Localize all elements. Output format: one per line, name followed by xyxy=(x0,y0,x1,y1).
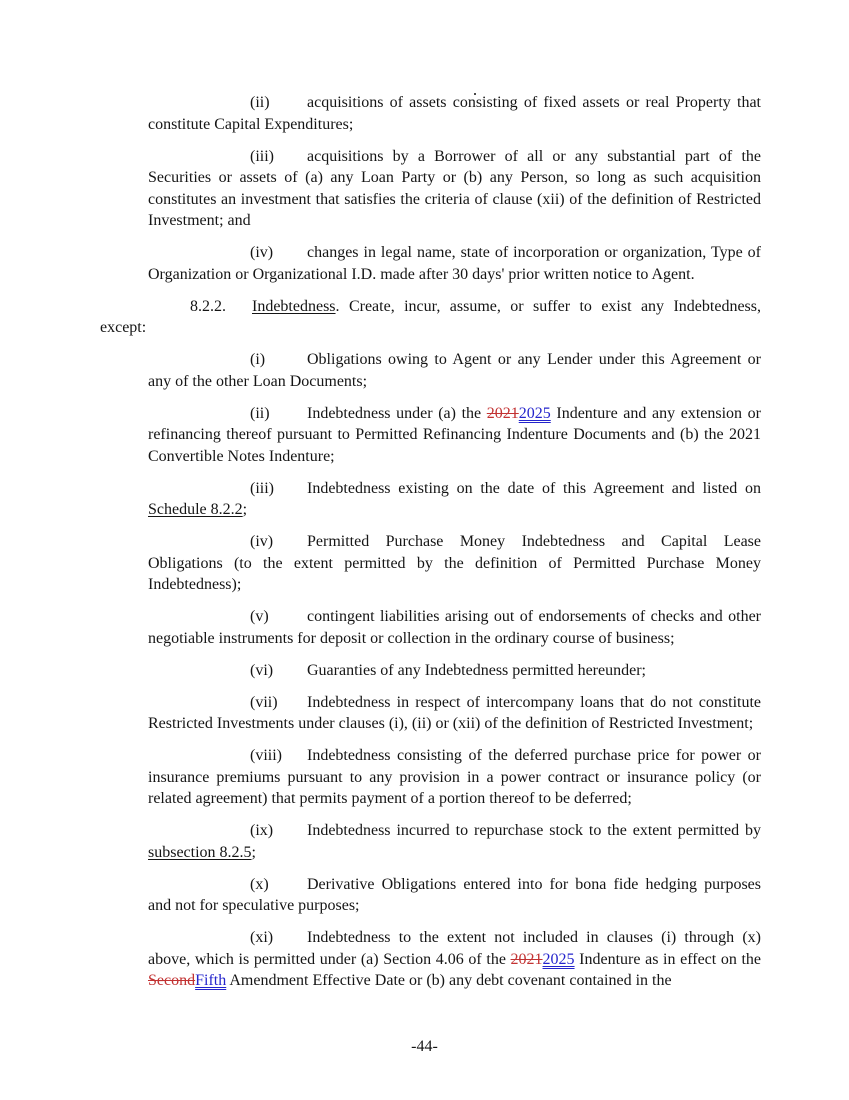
paragraph-label: (ix) xyxy=(250,822,274,839)
paragraph-item-iv xyxy=(148,242,761,285)
text-run: Indenture and any extension or refinancing thereof pursuant to Permitted Refinancing Indenture Documents and (b) the 2021 Convertible Notes Indenture; xyxy=(148,404,762,465)
underlined-text: subsection 8.2.5 xyxy=(148,843,252,861)
text-run: Indebtedness under (a) the xyxy=(307,404,487,422)
paragraph-item-iii xyxy=(148,146,761,232)
text-run: Indebtedness in respect of intercompany loans that do not constitute Restricted Investments under clauses (i), (ii) or (xii) of the definition of Restricted Investment; xyxy=(148,693,761,732)
paragraph-label: (iii) xyxy=(250,147,274,165)
text-run: ; xyxy=(242,501,248,518)
text-run: Guaranties of any Indebtedness permitted hereunder; xyxy=(307,661,646,679)
paragraph-item-viii xyxy=(148,745,761,810)
paragraph-label: (iv) xyxy=(250,533,274,550)
inserted-text: 2025 xyxy=(542,950,575,968)
text-run: . Create, incur, assume, or suffer to exist any Indebtedness, except: xyxy=(100,297,761,336)
text-run: acquisitions of assets consisting of fixed assets or real Property that constitute Capital Expenditures; xyxy=(148,94,761,133)
text-run: Obligations owing to Agent or any Lender under this Agreement or any of the other Loan Documents; xyxy=(148,351,761,390)
paragraph-label: (ii) xyxy=(250,94,270,111)
paragraph-label: (iii) xyxy=(250,479,274,497)
deleted-text: Second xyxy=(148,972,196,989)
text-run: acquisitions by a Borrower of all or any substantial part of the Securities or assets of (a) any Loan Party or (b) any Person, so long as such acquisition constitutes an investment that satisfies the criteria of clause (xii) of the definition of Restricted Investment; and xyxy=(148,147,761,229)
paragraph-item-ix xyxy=(148,820,761,863)
paragraph-label: (viii) xyxy=(250,747,282,764)
inserted-text: 2025 xyxy=(518,404,551,422)
text-run: Permitted Purchase Money Indebtedness and Capital Lease Obligations (to the extent permitted by the definition of Permitted Purchase Money Indebtedness); xyxy=(148,533,761,593)
paragraph-label: (i) xyxy=(250,351,266,368)
paragraph-section-822 xyxy=(100,296,761,339)
text-run: ; xyxy=(251,843,256,861)
paragraph-item-vi xyxy=(148,660,761,682)
paragraph-label: (vi) xyxy=(250,661,274,679)
page-number: -44- xyxy=(411,1038,438,1055)
paragraph-label: (vii) xyxy=(250,693,278,711)
paragraph-item-x xyxy=(148,874,761,917)
paragraph-label: 8.2.2. xyxy=(190,297,226,315)
paragraph-label: (v) xyxy=(250,608,269,625)
text-run: Indebtedness existing on the date of this Agreement and listed on xyxy=(307,479,761,497)
deleted-text: 2021 xyxy=(486,404,519,422)
paragraph-item-v xyxy=(148,606,761,649)
paragraph-item-ii xyxy=(148,92,761,135)
text-run: Amendment Effective Date or (b) any debt covenant contained in the xyxy=(226,972,672,989)
underlined-text: Schedule 8.2.2 xyxy=(148,501,243,518)
text-run: contingent liabilities arising out of endorsements of checks and other negotiable instruments for deposit or collection in the ordinary course of business; xyxy=(148,608,761,647)
paragraph-item-vii xyxy=(148,692,761,735)
paragraph-label: (x) xyxy=(250,875,269,893)
paragraph-item-iii xyxy=(148,478,761,521)
text-run: Indebtedness to the extent not included in clauses (i) through (x) above, which is permitted under (a) Section 4.06 of the xyxy=(148,929,761,968)
paragraph-label: (iv) xyxy=(250,244,274,261)
paragraph-item-i xyxy=(148,349,761,392)
text-run: Indenture as in effect on the xyxy=(574,950,762,968)
paragraph-item-ii xyxy=(148,403,761,468)
underlined-text: Indebtedness xyxy=(252,297,336,315)
deleted-text: 2021 xyxy=(510,950,543,968)
inserted-text: Fifth xyxy=(195,972,227,989)
paragraph-item-iv xyxy=(148,531,761,596)
text-run: Derivative Obligations entered into for bona fide hedging purposes and not for speculative purposes; xyxy=(148,875,761,914)
document-body xyxy=(100,92,761,1002)
paragraph-label: (ii) xyxy=(250,404,270,422)
text-run: changes in legal name, state of incorporation or organization, Type of Organization or Organizational I.D. made after 30 days' prior written notice to Agent. xyxy=(148,244,761,283)
text-run: Indebtedness consisting of the deferred purchase price for power or insurance premiums pursuant to any provision in a power contract or insurance policy (or related agreement) that permits payment of a portion thereof to be deferred; xyxy=(148,747,761,807)
paragraph-item-xi xyxy=(148,927,761,992)
text-run: Indebtedness incurred to repurchase stock to the extent permitted by xyxy=(307,822,761,839)
paragraph-label: (xi) xyxy=(250,929,274,946)
